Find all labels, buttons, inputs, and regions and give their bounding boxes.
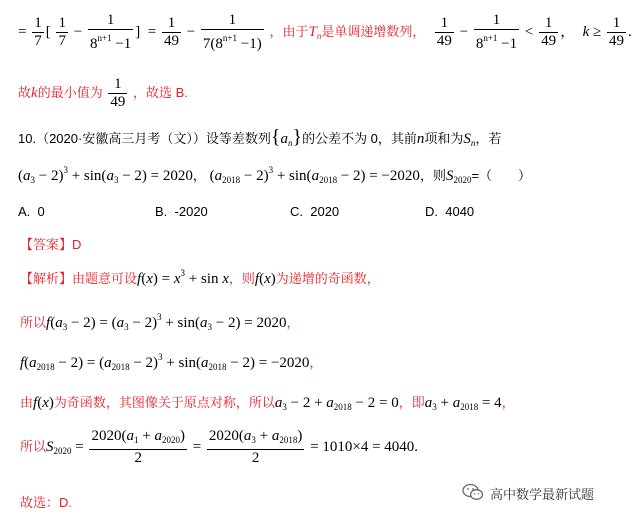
question-conditions: $(a_3 - 2)^3 + \sin(a_3 - 2) = 2020$， $(a_{2018} - 2)^3 + \sin(a_{2018} - 2) = -2020$，则$S_{2020}=$（ ）	[18, 165, 532, 185]
analysis-line-4: 由f(x)为奇函数，其图像关于原点对称，所以$a_3 - 2 + a_{2018} - 2 = 0$，即$a_3 + a_{2018} = 4$，	[20, 395, 515, 412]
option-a[interactable]: A. 0	[18, 204, 45, 219]
option-d[interactable]: D. 4040	[425, 204, 475, 219]
derivation-line: = $\frac{1}{7}$ [ $\frac{1}{7}$ − $\frac{1}{8^{n+1} -1}$ ] = $\frac{1}{49}$ − $\frac{1}{7(8^{n+1} -1)}$ ，由于$T_n$是单调递增数列， $\frac{1}{49}$ − $\frac{1}{8^{n+1} -1}$ < $\frac{1}{49}$ ， k ≥ $\frac{1}{49}$ .	[18, 12, 632, 52]
answer-line	[20, 234, 81, 253]
answer-tag: 【答案】	[20, 237, 73, 252]
analysis-tag: 【解析】	[20, 271, 73, 286]
conclusion-text: ，由于	[269, 23, 309, 39]
watermark-text: 高中数学最新试题	[490, 487, 595, 502]
watermark	[462, 483, 594, 504]
analysis-line-1: 【解析】由题意可设$f(x) = x^3 + \sin x$，则f(x)为递增的奇函数，	[20, 268, 380, 287]
wechat-icon	[462, 483, 484, 504]
option-b[interactable]: B. -2020	[155, 204, 208, 219]
min-k-line: 故k的最小值为 $\frac{1}{49}$ ，故选 B.	[18, 76, 188, 110]
question-source: （2020·安徽高三月考（文））	[36, 131, 206, 146]
answer-value: D	[72, 237, 82, 252]
question-number: 10.	[18, 131, 37, 146]
analysis-line-2: 所以$f(a_3 - 2) = (a_3 - 2)^3 + \sin(a_3 - 2) = 2020$，	[20, 312, 300, 332]
monotone-text: 是单调递增数列，	[321, 23, 426, 39]
analysis-line-5: 所以$S_{2020}$ = $\frac{2020(a_1 + a_{2020})}{2}$ = $\frac{2020(a_3 + a_{2018})}{2}$ = 1010×4 = 4040.	[20, 428, 419, 466]
option-c[interactable]: C. 2020	[290, 204, 340, 219]
analysis-line-3: $f(a_{2018} - 2) = (a_{2018} - 2)^3 + \sin(a_{2018} - 2) = -2020$，	[20, 352, 323, 372]
final-answer: 故选：D.	[20, 495, 73, 510]
question-stem: 10.（2020·安徽高三月考（文））设等差数列$\{a_n\}$的公差不为 0，其前n项和为$S_n$，若	[18, 126, 502, 148]
